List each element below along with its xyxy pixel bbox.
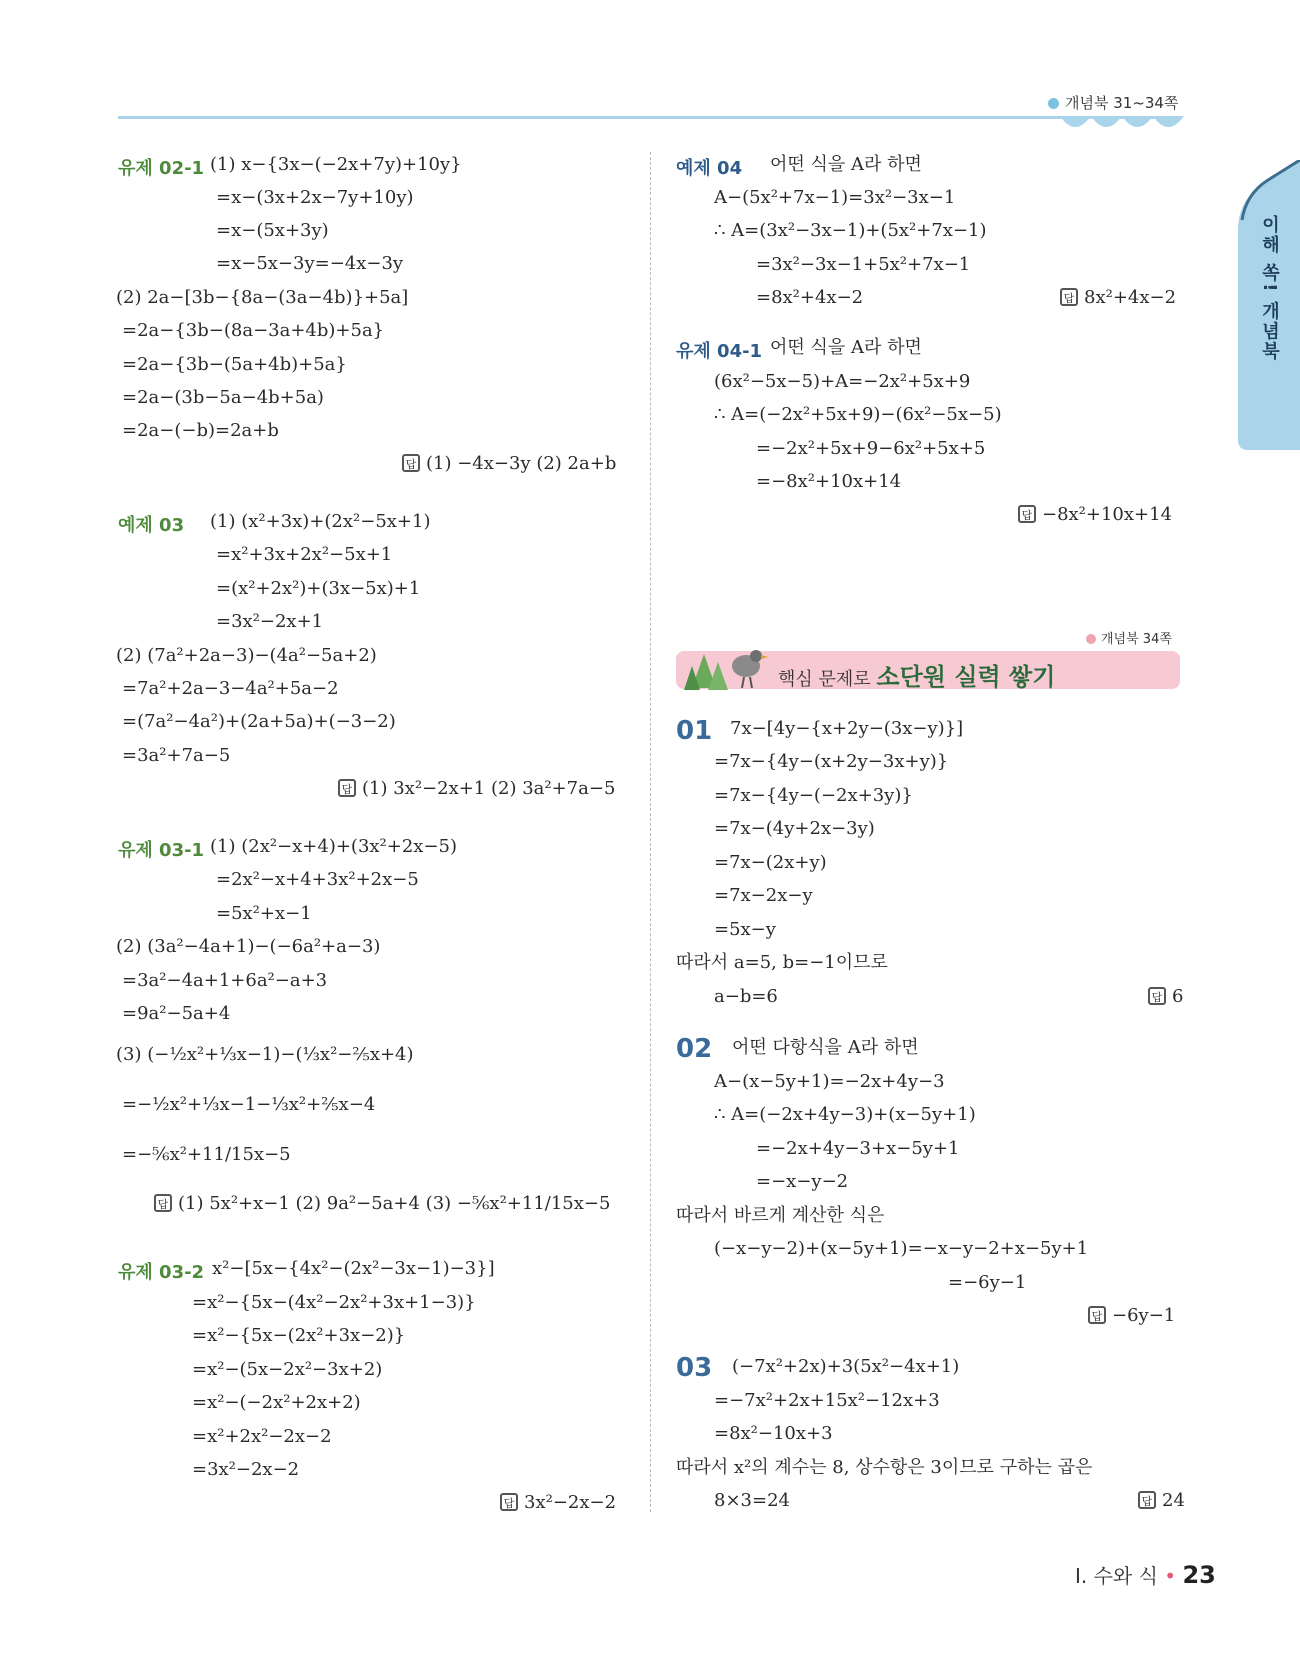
math-line: =(7a²−4a²)+(2a+5a)+(−3−2) — [122, 711, 396, 732]
answer-mark-icon: 답 — [338, 779, 356, 797]
math-line: (2) (3a²−4a+1)−(−6a²+a−3) — [116, 936, 381, 957]
math-line: =7x−{4y−(x+2y−3x+y)} — [714, 751, 949, 772]
math-line: a−b=6 — [714, 986, 778, 1007]
math-line: x²−[5x−{4x²−(2x²−3x−1)−3}] — [212, 1258, 495, 1279]
math-line: =3a²−4a+1+6a²−a+3 — [122, 970, 328, 991]
math-line: =7x−2x−y — [714, 885, 813, 906]
math-line: =x−(3x+2x−7y+10y) — [216, 187, 414, 208]
math-line: 따라서 x²의 계수는 8, 상수항은 3이므로 구하는 곱은 — [676, 1457, 1093, 1478]
math-line: A−(5x²+7x−1)=3x²−3x−1 — [714, 187, 956, 208]
problem-number: 01 — [676, 716, 713, 746]
math-line: (2) 2a−[3b−{8a−(3a−4b)}+5a] — [116, 287, 409, 308]
math-line: =−⅚x²+11/15x−5 — [122, 1144, 291, 1165]
page-number: 23 — [1182, 1561, 1216, 1589]
math-line: 8×3=24 — [714, 1490, 790, 1511]
math-line: =−x−y−2 — [756, 1171, 849, 1192]
math-line: =x−5x−3y=−4x−3y — [216, 253, 404, 274]
math-line: (1) (x²+3x)+(2x²−5x+1) — [210, 511, 431, 532]
math-line: =8x²−10x+3 — [714, 1423, 833, 1444]
top-rule — [118, 116, 1180, 119]
answer-line: 답 24 — [1138, 1490, 1185, 1511]
math-line: (−x−y−2)+(x−5y+1)=−x−y−2+x−5y+1 — [714, 1238, 1089, 1259]
math-line: =−2x+4y−3+x−5y+1 — [756, 1138, 960, 1159]
math-line: (2) (7a²+2a−3)−(4a²−5a+2) — [116, 645, 377, 666]
math-line: ∴ A=(−2x²+5x+9)−(6x²−5x−5) — [714, 404, 1002, 425]
math-line: ∴ A=(−2x+4y−3)+(x−5y+1) — [714, 1104, 976, 1125]
math-line: (6x²−5x−5)+A=−2x²+5x+9 — [714, 371, 971, 392]
exercise-label: 유제 03-1 — [118, 840, 205, 861]
banner-reference: 개념북 34쪽 — [1086, 628, 1172, 647]
math-line: =9a²−5a+4 — [122, 1003, 231, 1024]
math-line: =7a²+2a−3−4a²+5a−2 — [122, 678, 339, 699]
problem-number: 02 — [676, 1034, 713, 1064]
math-line: =5x²+x−1 — [216, 903, 312, 924]
math-line: =(x²+2x²)+(3x−5x)+1 — [216, 578, 421, 599]
exercise-label: 유제 03-2 — [118, 1262, 205, 1283]
answer-mark-icon: 답 — [1060, 288, 1078, 306]
math-line: 따라서 바르게 계산한 식은 — [676, 1205, 885, 1226]
math-line: =3x²−3x−1+5x²+7x−1 — [756, 254, 971, 275]
answer-mark-icon: 답 — [1148, 987, 1166, 1005]
exercise-label: 유제 04-1 — [676, 341, 763, 362]
math-line: (1) x−{3x−(−2x+7y)+10y} — [210, 154, 462, 175]
math-line: =2a−{3b−(8a−3a+4b)+5a} — [122, 320, 385, 341]
answer-mark-icon: 답 — [402, 454, 420, 472]
answer-mark-icon: 답 — [154, 1194, 172, 1212]
math-line: =7x−{4y−(−2x+3y)} — [714, 785, 913, 806]
exercise-label: 유제 02-1 — [118, 158, 205, 179]
answer-line: 답 8x²+4x−2 — [1060, 287, 1176, 308]
math-line: =x²−{5x−(2x²+3x−2)} — [192, 1325, 406, 1346]
math-line: 어떤 다항식을 A라 하면 — [732, 1037, 919, 1058]
math-line: =2x²−x+4+3x²+2x−5 — [216, 869, 419, 890]
answer-line: 답 6 — [1148, 986, 1183, 1007]
math-line: =−7x²+2x+15x²−12x+3 — [714, 1390, 940, 1411]
math-line: =2a−{3b−(5a+4b)+5a} — [122, 354, 347, 375]
math-line: A−(x−5y+1)=−2x+4y−3 — [714, 1071, 945, 1092]
math-line: =x²−{5x−(4x²−2x²+3x+1−3)} — [192, 1292, 476, 1313]
math-line: (1) (2x²−x+4)+(3x²+2x−5) — [210, 836, 458, 857]
separator-dot-icon: • — [1164, 1564, 1177, 1588]
bullet-dot-icon — [1048, 98, 1059, 109]
math-line: (−7x²+2x)+3(5x²−4x+1) — [732, 1356, 960, 1377]
answer-line: 답 −6y−1 — [1088, 1305, 1175, 1326]
answer-mark-icon: 답 — [1138, 1491, 1156, 1509]
math-line: =2a−(3b−5a−4b+5a) — [122, 387, 324, 408]
math-line: =x²−(−2x²+2x+2) — [192, 1392, 361, 1413]
math-line: 어떤 식을 A라 하면 — [770, 337, 922, 358]
answer-mark-icon: 답 — [500, 1493, 518, 1511]
banner-title: 핵심 문제로 소단원 실력 쌓기 — [778, 663, 1056, 691]
math-line: =3x²−2x−2 — [192, 1459, 300, 1480]
math-line: =2a−(−b)=2a+b — [122, 420, 279, 441]
math-line: =3a²+7a−5 — [122, 745, 231, 766]
wave-decoration — [1060, 116, 1184, 136]
math-line: =x²+3x+2x²−5x+1 — [216, 544, 393, 565]
math-line: =7x−(4y+2x−3y) — [714, 818, 875, 839]
math-line: =5x−y — [714, 919, 776, 940]
math-line: (3) (−½x²+⅓x−1)−(⅓x²−⅖x+4) — [116, 1044, 414, 1065]
math-line: =−6y−1 — [948, 1272, 1027, 1293]
bird-and-trees-icon — [682, 640, 774, 696]
math-line: =x²−(5x−2x²−3x+2) — [192, 1359, 383, 1380]
answer-line: 답 (1) 3x²−2x+1 (2) 3a²+7a−5 — [338, 778, 615, 799]
math-line: 어떤 식을 A라 하면 — [770, 154, 922, 175]
math-line: =−2x²+5x+9−6x²+5x+5 — [756, 438, 986, 459]
math-line: =3x²−2x+1 — [216, 611, 324, 632]
answer-mark-icon: 답 — [1088, 1306, 1106, 1324]
math-line: =x²+2x²−2x−2 — [192, 1426, 332, 1447]
page-footer: Ⅰ. 수와 식 • 23 — [1075, 1561, 1216, 1589]
math-line: =7x−(2x+y) — [714, 852, 827, 873]
math-line: 따라서 a=5, b=−1이므로 — [676, 952, 888, 973]
math-line: =x−(5x+3y) — [216, 220, 329, 241]
example-label: 예제 04 — [676, 158, 743, 179]
example-label: 예제 03 — [118, 515, 185, 536]
answer-line: 답 (1) −4x−3y (2) 2a+b — [402, 453, 616, 474]
math-line: =8x²+4x−2 — [756, 287, 864, 308]
side-tab-label: 이해 쏙! 개념북 — [1259, 215, 1280, 362]
answer-line: 답 (1) 5x²+x−1 (2) 9a²−5a+4 (3) −⅚x²+11/15x−5 — [154, 1193, 610, 1214]
answer-line: 답 −8x²+10x+14 — [1018, 504, 1172, 525]
problem-number: 03 — [676, 1353, 713, 1383]
math-line: 7x−[4y−{x+2y−(3x−y)}] — [730, 718, 964, 739]
math-line: =−8x²+10x+14 — [756, 471, 902, 492]
answer-mark-icon: 답 — [1018, 505, 1036, 523]
bullet-dot-icon — [1086, 634, 1096, 644]
column-divider — [650, 152, 651, 1512]
answer-line: 답 3x²−2x−2 — [500, 1492, 616, 1513]
math-line: =−½x²+⅓x−1−⅓x²+⅖x−4 — [122, 1094, 376, 1115]
math-line: ∴ A=(3x²−3x−1)+(5x²+7x−1) — [714, 220, 987, 241]
concept-book-reference: 개념북 31~34쪽 — [1048, 92, 1178, 113]
